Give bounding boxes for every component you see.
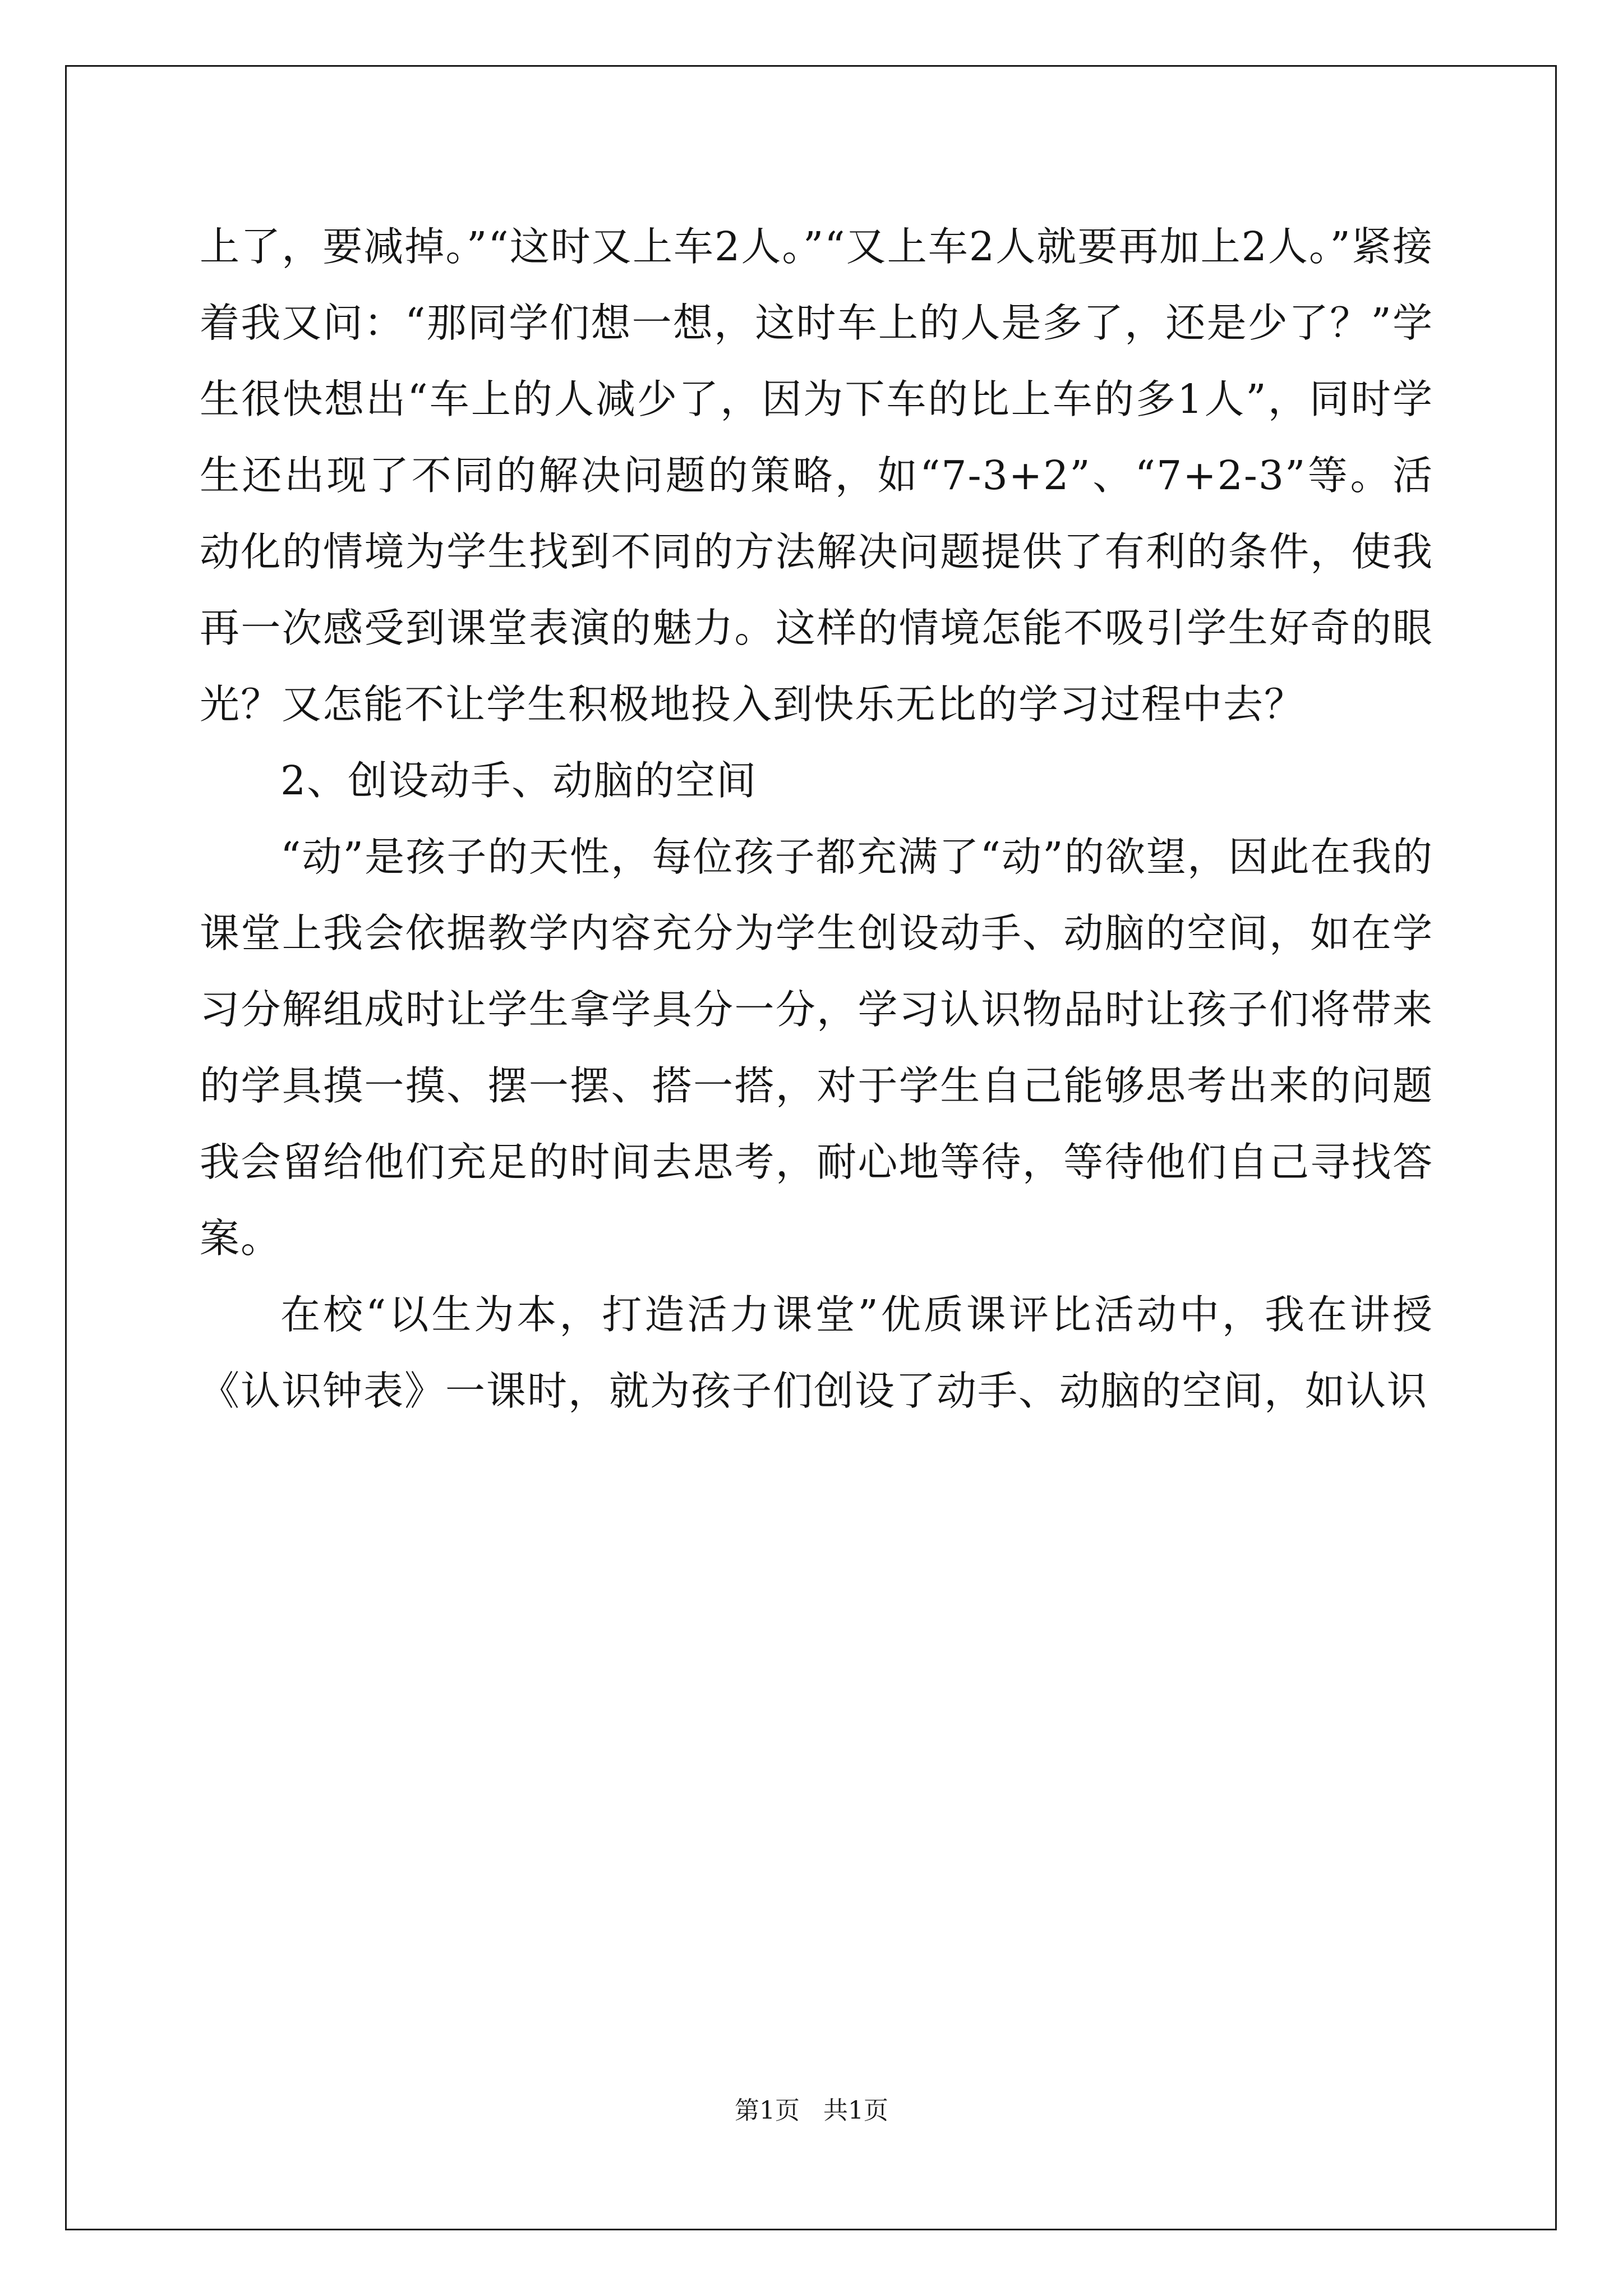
document-body	[200, 209, 1433, 1429]
paragraph-continued: 上了，要减掉。”“这时又上车2人。”“又上车2人就要再加上2人。”紧接着我又问：“那同学们想一想，这时车上的人是多了，还是少了？”学生很快想出“车上的人减少了，因为下车的比上车的多1人”，同时学生还出现了不同的解决问题的策略，如“7-3+2”、“7+2-3”等。活动化的情境为学生找到不同的方法解决问题提供了有利的条件，使我再一次感受到课堂表演的魅力。这样的情境怎能不吸引学生好奇的眼光？又怎能不让学生积极地投入到快乐无比的学习过程中去？	[200, 223, 1433, 728]
paragraph: 在校“以生为本，打造活力课堂”优质课评比活动中，我在讲授《认识钟表》一课时，就为孩子们创设了动手、动脑的空间，如认识	[200, 1291, 1433, 1414]
paragraph: “动”是孩子的天性，每位孩子都充满了“动”的欲望，因此在我的课堂上我会依据教学内容充分为学生创设动手、动脑的空间，如在学习分解组成时让学生拿学具分一分，学习认识物品时让孩子们将带来的学具摸一摸、摆一摆、搭一搭，对于学生自己能够思考出来的问题我会留给他们充足的时间去思考，耐心地等待，等待他们自己寻找答案。	[200, 834, 1433, 1262]
page-footer: 第1页 共1页	[735, 2096, 888, 2125]
section-heading: 2、创设动手、动脑的空间	[280, 757, 758, 804]
